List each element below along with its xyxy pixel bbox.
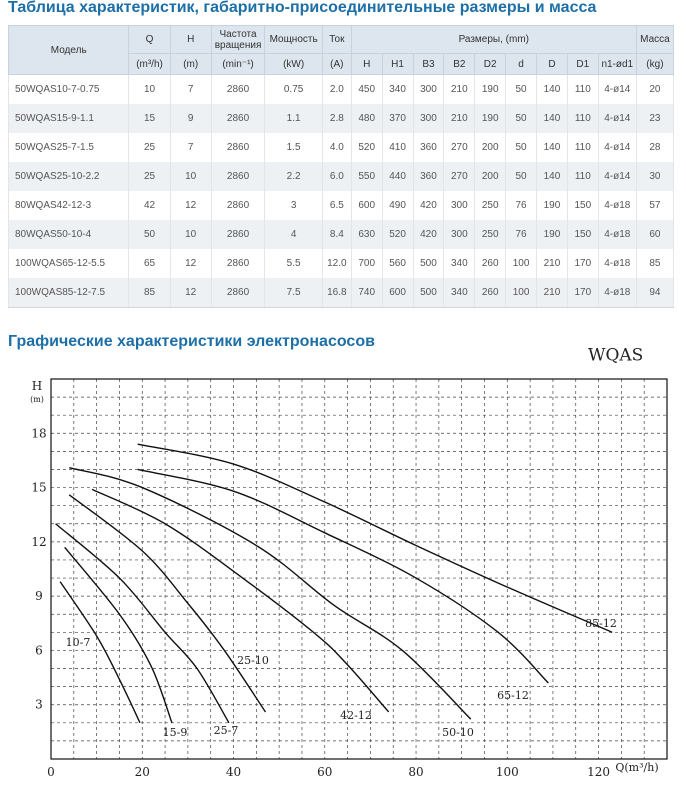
table-cell: 190 bbox=[537, 220, 568, 249]
series-label: 85-12 bbox=[585, 617, 617, 630]
table-cell: 300 bbox=[413, 75, 444, 105]
table-cell: 150 bbox=[567, 220, 598, 249]
table-cell: 4-ø18 bbox=[598, 220, 636, 249]
table-cell: 76 bbox=[506, 191, 537, 220]
model-cell: 80WQAS42-12-3 bbox=[9, 191, 129, 220]
table-cell: 85 bbox=[129, 278, 170, 308]
table-cell: 300 bbox=[444, 191, 475, 220]
table-cell: 85 bbox=[636, 249, 673, 278]
table-cell: 2860 bbox=[211, 249, 265, 278]
curve-85-12 bbox=[138, 444, 613, 632]
table-cell: 190 bbox=[475, 75, 506, 105]
curve-10-7 bbox=[60, 582, 140, 723]
table-cell: 57 bbox=[636, 191, 673, 220]
table-cell: 7 bbox=[170, 75, 211, 105]
table-cell: 550 bbox=[351, 162, 382, 191]
curve-65-12 bbox=[138, 469, 549, 683]
table-cell: 10 bbox=[170, 220, 211, 249]
table-cell: 12 bbox=[170, 278, 211, 308]
table-cell: 5.5 bbox=[265, 249, 323, 278]
table-row bbox=[9, 249, 674, 278]
table-cell: 410 bbox=[382, 133, 413, 162]
table-cell: 1.5 bbox=[265, 133, 323, 162]
table-cell: 210 bbox=[444, 104, 475, 133]
dim-b3: B3 bbox=[413, 54, 444, 75]
y-axis-label: H bbox=[31, 379, 43, 393]
header-power: Мощность bbox=[265, 26, 323, 54]
table-cell: 110 bbox=[567, 133, 598, 162]
table-cell: 600 bbox=[382, 278, 413, 308]
table-cell: 500 bbox=[413, 249, 444, 278]
header-mass: Масса bbox=[636, 26, 673, 54]
table-cell: 340 bbox=[444, 278, 475, 308]
y-tick-label: 6 bbox=[35, 643, 43, 658]
table-cell: 6.0 bbox=[322, 162, 351, 191]
table-cell: 76 bbox=[506, 220, 537, 249]
table-cell: 340 bbox=[444, 249, 475, 278]
table-cell: 210 bbox=[537, 278, 568, 308]
table-cell: 2860 bbox=[211, 162, 265, 191]
x-tick-label: 80 bbox=[408, 765, 424, 779]
model-cell: 100WQAS65-12-5.5 bbox=[9, 249, 129, 278]
table-cell: 260 bbox=[475, 278, 506, 308]
table-cell: 170 bbox=[567, 249, 598, 278]
y-tick-label: 12 bbox=[31, 534, 47, 549]
table-cell: 190 bbox=[475, 104, 506, 133]
x-tick-label: 0 bbox=[47, 765, 55, 779]
series-label: 65-12 bbox=[497, 689, 529, 702]
table-cell: 25 bbox=[129, 162, 170, 191]
table-cell: 110 bbox=[567, 104, 598, 133]
table-cell: 4-ø14 bbox=[598, 75, 636, 105]
model-cell: 80WQAS50-10-4 bbox=[9, 220, 129, 249]
table-cell: 420 bbox=[413, 220, 444, 249]
table-cell: 250 bbox=[475, 191, 506, 220]
table-cell: 12 bbox=[170, 249, 211, 278]
table-cell: 2.0 bbox=[322, 75, 351, 105]
table-cell: 140 bbox=[537, 162, 568, 191]
table-row bbox=[9, 75, 674, 105]
table-cell: 110 bbox=[567, 75, 598, 105]
table-cell: 190 bbox=[537, 191, 568, 220]
table-cell: 8.4 bbox=[322, 220, 351, 249]
dim-h: H bbox=[351, 54, 382, 75]
table-cell: 2860 bbox=[211, 278, 265, 308]
table-cell: 270 bbox=[444, 162, 475, 191]
unit-speed: (min⁻¹) bbox=[211, 54, 265, 75]
table-cell: 94 bbox=[636, 278, 673, 308]
table-cell: 0.75 bbox=[265, 75, 323, 105]
chart-section-title: Графические характеристики электронасосов bbox=[8, 333, 375, 350]
table-cell: 23 bbox=[636, 104, 673, 133]
table-cell: 740 bbox=[351, 278, 382, 308]
table-cell: 340 bbox=[382, 75, 413, 105]
dim-d2: D2 bbox=[475, 54, 506, 75]
y-tick-label: 18 bbox=[31, 426, 47, 441]
header-current: Ток bbox=[322, 26, 351, 54]
table-cell: 2860 bbox=[211, 191, 265, 220]
pump-performance-chart bbox=[0, 345, 686, 785]
model-cell: 50WQAS25-7-1.5 bbox=[9, 133, 129, 162]
table-cell: 300 bbox=[413, 104, 444, 133]
table-cell: 140 bbox=[537, 104, 568, 133]
table-cell: 60 bbox=[636, 220, 673, 249]
table-cell: 4-ø14 bbox=[598, 162, 636, 191]
dim-d1: D1 bbox=[567, 54, 598, 75]
curve-25-10 bbox=[69, 495, 265, 712]
table-cell: 4-ø14 bbox=[598, 104, 636, 133]
table-cell: 65 bbox=[129, 249, 170, 278]
table-cell: 30 bbox=[636, 162, 673, 191]
table-cell: 9 bbox=[170, 104, 211, 133]
table-cell: 490 bbox=[382, 191, 413, 220]
series-label: 25-10 bbox=[237, 654, 269, 667]
x-axis-label: Q(m³/h) bbox=[615, 761, 659, 774]
series-label: 25-7 bbox=[213, 724, 239, 737]
table-cell: 6.5 bbox=[322, 191, 351, 220]
x-tick-label: 40 bbox=[225, 765, 242, 779]
table-cell: 600 bbox=[351, 191, 382, 220]
table-cell: 170 bbox=[567, 278, 598, 308]
table-cell: 50 bbox=[129, 220, 170, 249]
table-cell: 42 bbox=[129, 191, 170, 220]
series-label: 50-10 bbox=[442, 726, 474, 739]
x-tick-label: 60 bbox=[317, 765, 333, 779]
table-cell: 520 bbox=[351, 133, 382, 162]
model-cell: 100WQAS85-12-7.5 bbox=[9, 278, 129, 308]
table-cell: 360 bbox=[413, 162, 444, 191]
table-cell: 3 bbox=[265, 191, 323, 220]
table-cell: 300 bbox=[444, 220, 475, 249]
table-cell: 100 bbox=[506, 278, 537, 308]
y-tick-label: 15 bbox=[31, 480, 47, 495]
y-tick-label: 3 bbox=[35, 697, 43, 712]
table-cell: 50 bbox=[506, 104, 537, 133]
table-cell: 4-ø18 bbox=[598, 191, 636, 220]
table-cell: 16.8 bbox=[322, 278, 351, 308]
table-cell: 2860 bbox=[211, 104, 265, 133]
header-model: Модель bbox=[9, 26, 129, 75]
table-cell: 520 bbox=[382, 220, 413, 249]
y-axis-unit: (m) bbox=[30, 395, 44, 404]
x-tick-label: 20 bbox=[134, 765, 150, 779]
model-cell: 50WQAS15-9-1.1 bbox=[9, 104, 129, 133]
series-label: 10-7 bbox=[65, 636, 91, 649]
table-cell: 7.5 bbox=[265, 278, 323, 308]
table-cell: 2860 bbox=[211, 133, 265, 162]
table-cell: 25 bbox=[129, 133, 170, 162]
table-row bbox=[9, 162, 674, 191]
x-tick-label: 120 bbox=[587, 765, 611, 779]
table-cell: 10 bbox=[170, 162, 211, 191]
dim-d-small: d bbox=[506, 54, 537, 75]
table-cell: 4-ø18 bbox=[598, 249, 636, 278]
header-h: H bbox=[170, 26, 211, 54]
series-label: 15-9 bbox=[162, 726, 188, 739]
unit-h: (m) bbox=[170, 54, 211, 75]
table-cell: 260 bbox=[475, 249, 506, 278]
table-cell: 140 bbox=[537, 133, 568, 162]
table-row bbox=[9, 278, 674, 308]
table-cell: 560 bbox=[382, 249, 413, 278]
table-cell: 20 bbox=[636, 75, 673, 105]
y-tick-label: 9 bbox=[35, 589, 43, 604]
table-cell: 4-ø18 bbox=[598, 278, 636, 308]
plot-frame bbox=[51, 379, 667, 759]
table-row bbox=[9, 104, 674, 133]
unit-current: (A) bbox=[322, 54, 351, 75]
table-cell: 7 bbox=[170, 133, 211, 162]
table-cell: 450 bbox=[351, 75, 382, 105]
table-cell: 360 bbox=[413, 133, 444, 162]
dim-d: D bbox=[537, 54, 568, 75]
table-row bbox=[9, 220, 674, 249]
unit-power: (kW) bbox=[265, 54, 323, 75]
table-cell: 50 bbox=[506, 162, 537, 191]
model-cell: 50WQAS25-10-2.2 bbox=[9, 162, 129, 191]
header-speed: Частота вращения bbox=[211, 26, 265, 54]
table-cell: 50 bbox=[506, 133, 537, 162]
table-cell: 370 bbox=[382, 104, 413, 133]
table-cell: 250 bbox=[475, 220, 506, 249]
unit-mass: (kg) bbox=[636, 54, 673, 75]
table-cell: 4.0 bbox=[322, 133, 351, 162]
table-cell: 100 bbox=[506, 249, 537, 278]
table-cell: 630 bbox=[351, 220, 382, 249]
specs-table bbox=[8, 25, 674, 308]
table-row bbox=[9, 191, 674, 220]
chart-title: WQAS bbox=[587, 345, 644, 366]
table-cell: 2860 bbox=[211, 220, 265, 249]
table-cell: 210 bbox=[537, 249, 568, 278]
table-cell: 200 bbox=[475, 133, 506, 162]
table-cell: 4 bbox=[265, 220, 323, 249]
table-cell: 140 bbox=[537, 75, 568, 105]
table-cell: 420 bbox=[413, 191, 444, 220]
specs-table-body bbox=[9, 75, 674, 308]
dim-h1: H1 bbox=[382, 54, 413, 75]
table-cell: 2.2 bbox=[265, 162, 323, 191]
table-cell: 50 bbox=[506, 75, 537, 105]
table-cell: 500 bbox=[413, 278, 444, 308]
curve-42-12 bbox=[92, 489, 389, 712]
table-cell: 150 bbox=[567, 191, 598, 220]
table-cell: 440 bbox=[382, 162, 413, 191]
table-cell: 4-ø14 bbox=[598, 133, 636, 162]
table-cell: 12.0 bbox=[322, 249, 351, 278]
table-cell: 1.1 bbox=[265, 104, 323, 133]
table-cell: 28 bbox=[636, 133, 673, 162]
header-dimensions: Размеры, (mm) bbox=[351, 26, 636, 54]
table-row bbox=[9, 133, 674, 162]
table-cell: 110 bbox=[567, 162, 598, 191]
table-cell: 200 bbox=[475, 162, 506, 191]
table-cell: 270 bbox=[444, 133, 475, 162]
table-cell: 2860 bbox=[211, 75, 265, 105]
table-cell: 15 bbox=[129, 104, 170, 133]
dim-b2: B2 bbox=[444, 54, 475, 75]
table-cell: 2.8 bbox=[322, 104, 351, 133]
series-label: 42-12 bbox=[340, 709, 372, 722]
table-cell: 700 bbox=[351, 249, 382, 278]
table-cell: 12 bbox=[170, 191, 211, 220]
table-cell: 480 bbox=[351, 104, 382, 133]
table-cell: 210 bbox=[444, 75, 475, 105]
x-tick-label: 100 bbox=[495, 765, 519, 779]
dim-n1d1: n1-ød1 bbox=[598, 54, 636, 75]
table-cell: 10 bbox=[129, 75, 170, 105]
header-q: Q bbox=[129, 26, 170, 54]
specs-section-title: Таблица характеристик, габаритно-присоединительные размеры и масса bbox=[8, 0, 597, 16]
model-cell: 50WQAS10-7-0.75 bbox=[9, 75, 129, 105]
unit-q: (m³/h) bbox=[129, 54, 170, 75]
